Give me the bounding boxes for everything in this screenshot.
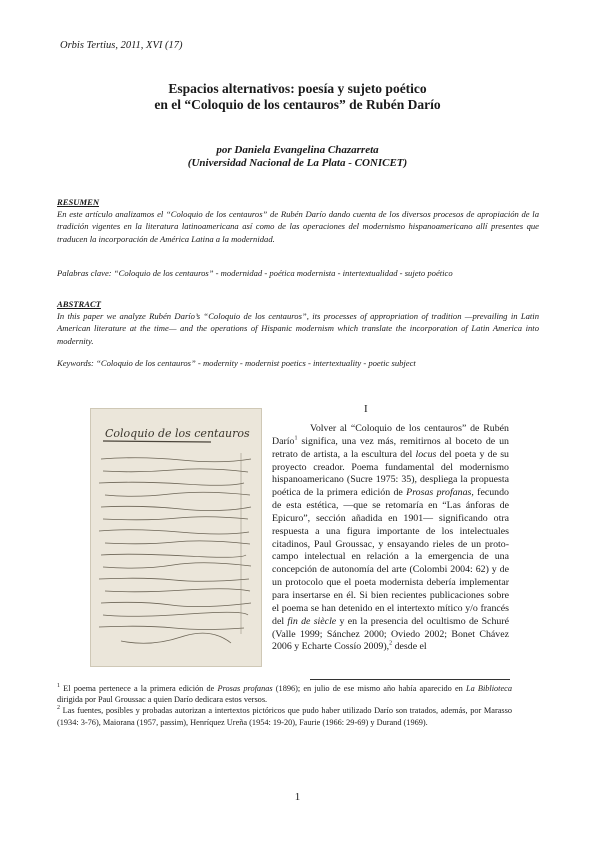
body-fin-de-siecle: fin de siècle	[287, 615, 337, 627]
resumen-text: En este artículo analizamos el “Coloquio de los centauros” de Rubén Darío dando cuenta de los diversos procesos de apropiación de la tradición vigentes en la literatura latinoamericana así como de las operaciones del modernismo hispanoamericano allí presentes que traducen la incorporación de América Latina a la modernidad.	[57, 209, 539, 244]
keywords	[57, 357, 539, 369]
footnote-2-number: 2	[57, 705, 60, 712]
manuscript-title: Coloquio de los centauros	[105, 427, 250, 440]
author-affiliation: (Universidad Nacional de La Plata - CONICET)	[187, 157, 408, 169]
body-part-1: Volver al “Coloquio de los centauros” de Rubén Darío	[272, 423, 509, 447]
manuscript-drawing	[91, 409, 261, 666]
palabras-text: “Coloquio de los centauros” - modernidad - poética modernista - intertextualidad - sujeto poético	[111, 268, 453, 278]
abstract-block	[57, 298, 539, 347]
title-line-1: Espacios alternativos: poesía y sujeto poético	[168, 81, 427, 96]
footnote-1-text-b: Prosas profanas	[217, 684, 273, 693]
article-title	[0, 81, 595, 113]
footnote-separator	[310, 679, 510, 680]
abstract-heading: ABSTRACT	[57, 299, 101, 309]
footnote-1-text-d: La Biblioteca	[465, 684, 512, 693]
abstract-text: In this paper we analyze Rubén Darío’s “Coloquio de los centauros”, its processes of appropriation of tradition —prevailing in Latin American literature at the time— and the operations of Hispanic modernism which translate the incorporation of Latin America into modernity.	[57, 311, 539, 346]
resumen-block	[57, 196, 539, 245]
author-block	[0, 144, 595, 170]
body-part-2: significa, una vez más, remitirnos al boceto de un retrato de artista, a la escultura del	[272, 435, 509, 460]
title-line-2: en el “Coloquio de los centauros” de Rubén Darío	[154, 97, 441, 112]
body-part-3: del poeta y de su proyecto creador. Poema fundamental del modernismo hispanoamericano (Sucre 1975: 35), despliega la propuesta poética de la primera edición de	[272, 448, 509, 499]
footnote-1-text-c: (1896); en julio de ese mismo año había aparecido en	[272, 684, 466, 693]
body-part-5: y en la presencia del ocultismo de Schuré (Valle 1999; Sánchez 2000; Oviedo 2002; Bonet Chávez 2006 y Echarte Cossío 2009),	[272, 615, 509, 653]
footnote-1-number: 1	[57, 683, 60, 690]
author-name: por Daniela Evangelina Chazarreta	[216, 144, 379, 156]
journal-header: Orbis Tertius, 2011, XVI (17)	[60, 40, 183, 51]
body-part-6: desde el	[392, 641, 427, 653]
manuscript-image	[90, 408, 262, 667]
body-part-4: fecundo de esta estética, —que se retomaría en “Las ánforas de Epicuro”, sección añadida en 1901— significando otra respuesta a una figura importante de los intelectuales citadinos, Paul Groussac, y ensayando rieles de un proto-campo intelectual en relación a la emergencia de una concepción de autonomía del arte (Colombi 2004: 62) y de un protocolo que el poeta modernista debería implementar para insertarse en él. Si bien recientes publicaciones sobre el poema se han detenido en el intertexto mítico y/o francés del	[272, 487, 509, 627]
body-paragraph	[272, 423, 509, 654]
footnote-2-text: Las fuentes, posibles y probadas autorizan a intertextos pictóricos que pudo haber utilizado Darío son tratados, además, por Marasso (1934: 3-76), Maiorana (1957, passim), Henríquez Ureña (1954: 19-20), Faurie (1966: 29-69) y Durand (1969).	[57, 706, 512, 727]
body-locus: locus	[415, 448, 437, 460]
body-prosas: Prosas profanas,	[406, 487, 474, 499]
section-number: I	[364, 403, 368, 415]
footnote-ref-2[interactable]: 2	[389, 641, 393, 648]
keywords-text: “Coloquio de los centauros” - modernity - modernist poetics - intertextuality - poetic subject	[93, 358, 416, 368]
footnote-1-text-e: dirigida por Paul Groussac a quien Darío dedicara estos versos.	[57, 695, 268, 705]
palabras-clave	[57, 267, 539, 279]
footnote-2	[57, 705, 512, 727]
resumen-heading: RESUMEN	[57, 197, 100, 207]
page-number: 1	[294, 791, 301, 803]
footnote-ref-1[interactable]: 1	[294, 435, 298, 442]
keywords-label: Keywords:	[57, 358, 94, 368]
palabras-label: Palabras clave:	[57, 268, 112, 278]
footnote-1-text-a: El poema pertenece a la primera edición de	[60, 684, 218, 693]
footnotes	[57, 683, 512, 728]
footnote-1	[57, 683, 512, 705]
